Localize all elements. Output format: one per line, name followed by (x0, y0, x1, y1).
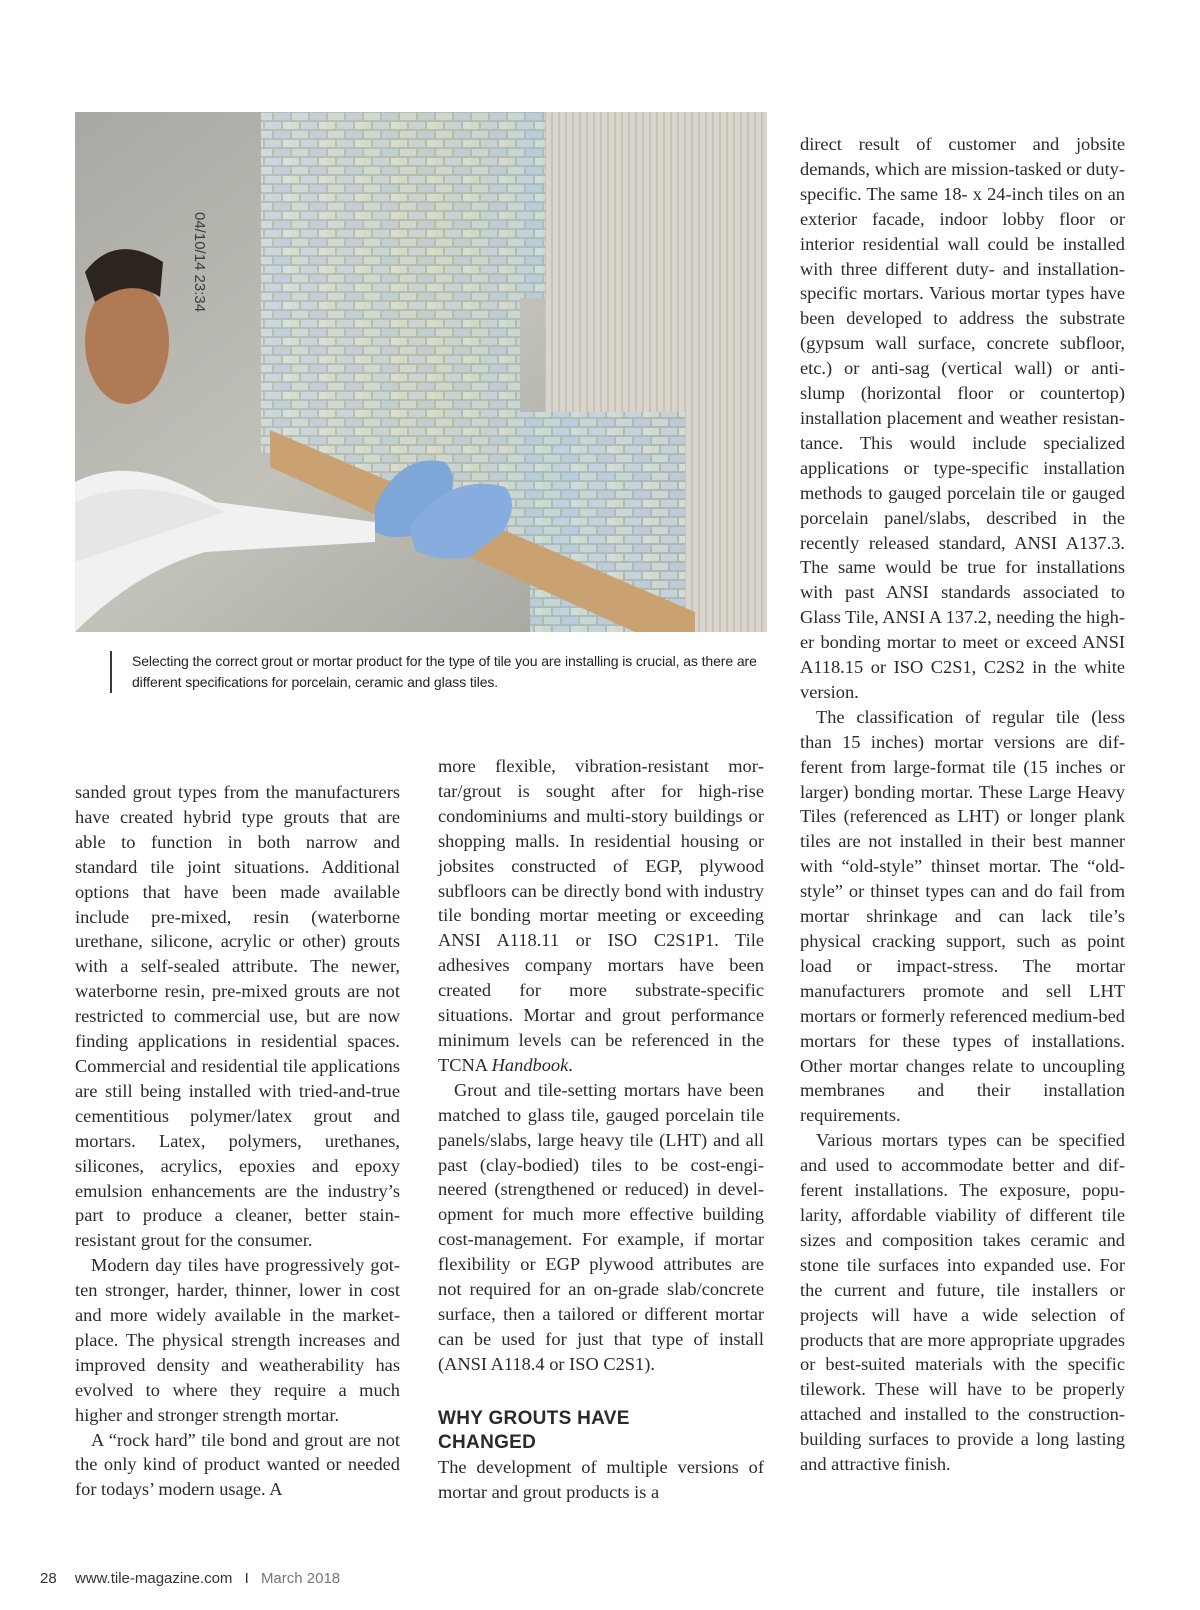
paragraph: Grout and tile-setting mortars have been matched to glass tile, gauged porcelain tile panels/slabs, large heavy tile (LHT) and all past (clay-bodied) tiles to be cost-engineered (strengthened or reduced) in development for much more effective building cost-management. For example, if mortar flexibility or EGP plywood attributes are not required for an on-grade slab/concrete surface, then a tailored or different mortar can be used for just that type of install (ANSI A118.4 or ISO C2S1). (438, 1079, 764, 1374)
paragraph: The development of multiple versions of mortar and grout products is a (438, 1456, 764, 1502)
handbook-title: Handbook (491, 1054, 569, 1075)
article-column-2 (438, 754, 764, 1504)
footer-separator: I (244, 1570, 249, 1587)
paragraph: Modern day tiles have progressively gotten stronger, harder, thinner, lower in cost and more widely available in the marketplace. The physical strength increases and improved density and weatherability has evolved to where they require a much higher and stronger strength mortar. (75, 1255, 400, 1425)
page-number: 28 (40, 1570, 57, 1587)
wall-marking: 04/10/14 23:34 (191, 212, 208, 313)
paragraph: Various mortars types can be specified and used to accommodate better and different installations. The exposure, popularity, affordable viability of different tile sizes and composition takes ceramic and stone tile surfaces into expanded use. For the current and future, tile installers or projects will have a wide selection of products that are more appropriate upgrades or best-suited materials with the specific tilework. These will have to be properly attached and installed to the construction-building surfaces to provide a long lasting and attractive finish. (800, 1130, 1125, 1475)
photo-caption: Selecting the correct grout or mortar product for the type of tile you are installing is crucial, as there are different specifications for porcelain, ceramic and glass tiles. (110, 651, 772, 693)
website-url[interactable]: www.tile-magazine.com (74, 1570, 233, 1587)
photo-illustration (75, 112, 767, 632)
section-heading: WHY GROUTS HAVE CHANGED (438, 1407, 630, 1453)
article-photo (75, 112, 767, 632)
paragraph: The classification of regular tile (less than 15 inches) mortar versions are different from large-format tile (15 inches or larger) bonding mortar. These Large Heavy Tiles (referenced as LHT) or longer plank tiles are not installed in their best manner with “old-style” thinset mortar. The “old-style” or thinset types can and do fail from mortar shrinkage and can lack tile’s physical cracking support, such as point load or impact-stress. The mortar manufacturers promote and sell LHT mortars or formerly referenced medium-bed mortars for these types of installations. Other mortar changes relate to uncoupling membranes and their installation requirements. (800, 706, 1125, 1126)
paragraph: A “rock hard” tile bond and grout are not the only kind of product wanted or needed for todays’ modern usage. A (75, 1429, 400, 1500)
paragraph: more flexible, vibration-resistant mortar/grout is sought after for high-rise condominiums and multi-story buildings or shopping malls. In residential housing or jobsites constructed of EGP, plywood subfloors can be directly bond with industry tile bonding mortar meeting or exceeding ANSI A118.11 or ISO C2S1P1. Tile adhesives company mortars have been created for more substrate-specific situations. Mortar and grout performance minimum levels can be referenced in the TCNA Handbook. (438, 756, 764, 1075)
article-column-3 (800, 132, 1125, 1477)
issue-date: March 2018 (260, 1570, 341, 1587)
paragraph: direct result of customer and jobsite demands, which are mission-tasked or duty-specific. The same 18- x 24-inch tiles on an exterior facade, indoor lobby floor or interior residential wall could be installed with three different duty- and installation-specific mortars. Various mortar types have been developed to address the substrate (gypsum wall surface, concrete subfloor, etc.) or anti-sag (vertical wall) or anti-slump (horizontal floor or countertop) installation placement and weather resistantance. This would include specialized applications or type-specific installation methods to gauged porcelain tile or gauged porcelain panel/slabs, described in the recently released standard, ANSI A137.3. The same would be true for installations with past ANSI standards associated to Glass Tile, ANSI A 137.2, needing the higher bonding mortar to meet or exceed ANSI A118.15 or ISO C2S1, C2S2 in the white version. (800, 134, 1125, 702)
article-column-1 (75, 780, 400, 1502)
page-footer (40, 1570, 340, 1587)
paragraph: sanded grout types from the manufacturers have created hybrid type grouts that are able to function in both narrow and standard tile joint situations. Additional options that have been made available include pre-mixed, resin (waterborne urethane, silicone, acrylic or other) grouts with a self-sealed attribute. The newer, waterborne resin, pre-mixed grouts are not restricted to commercial use, but are now finding applications in residential spaces. Commercial and residential tile applications are still being installed with tried-and-true cementitious polymer/latex grout and mortars. Latex, polymers, urethanes, silicones, acrylics, epoxies and epoxy emulsion enhancements are the industry’s part to produce a cleaner, better stain-resistant grout for the consumer. (75, 782, 400, 1251)
